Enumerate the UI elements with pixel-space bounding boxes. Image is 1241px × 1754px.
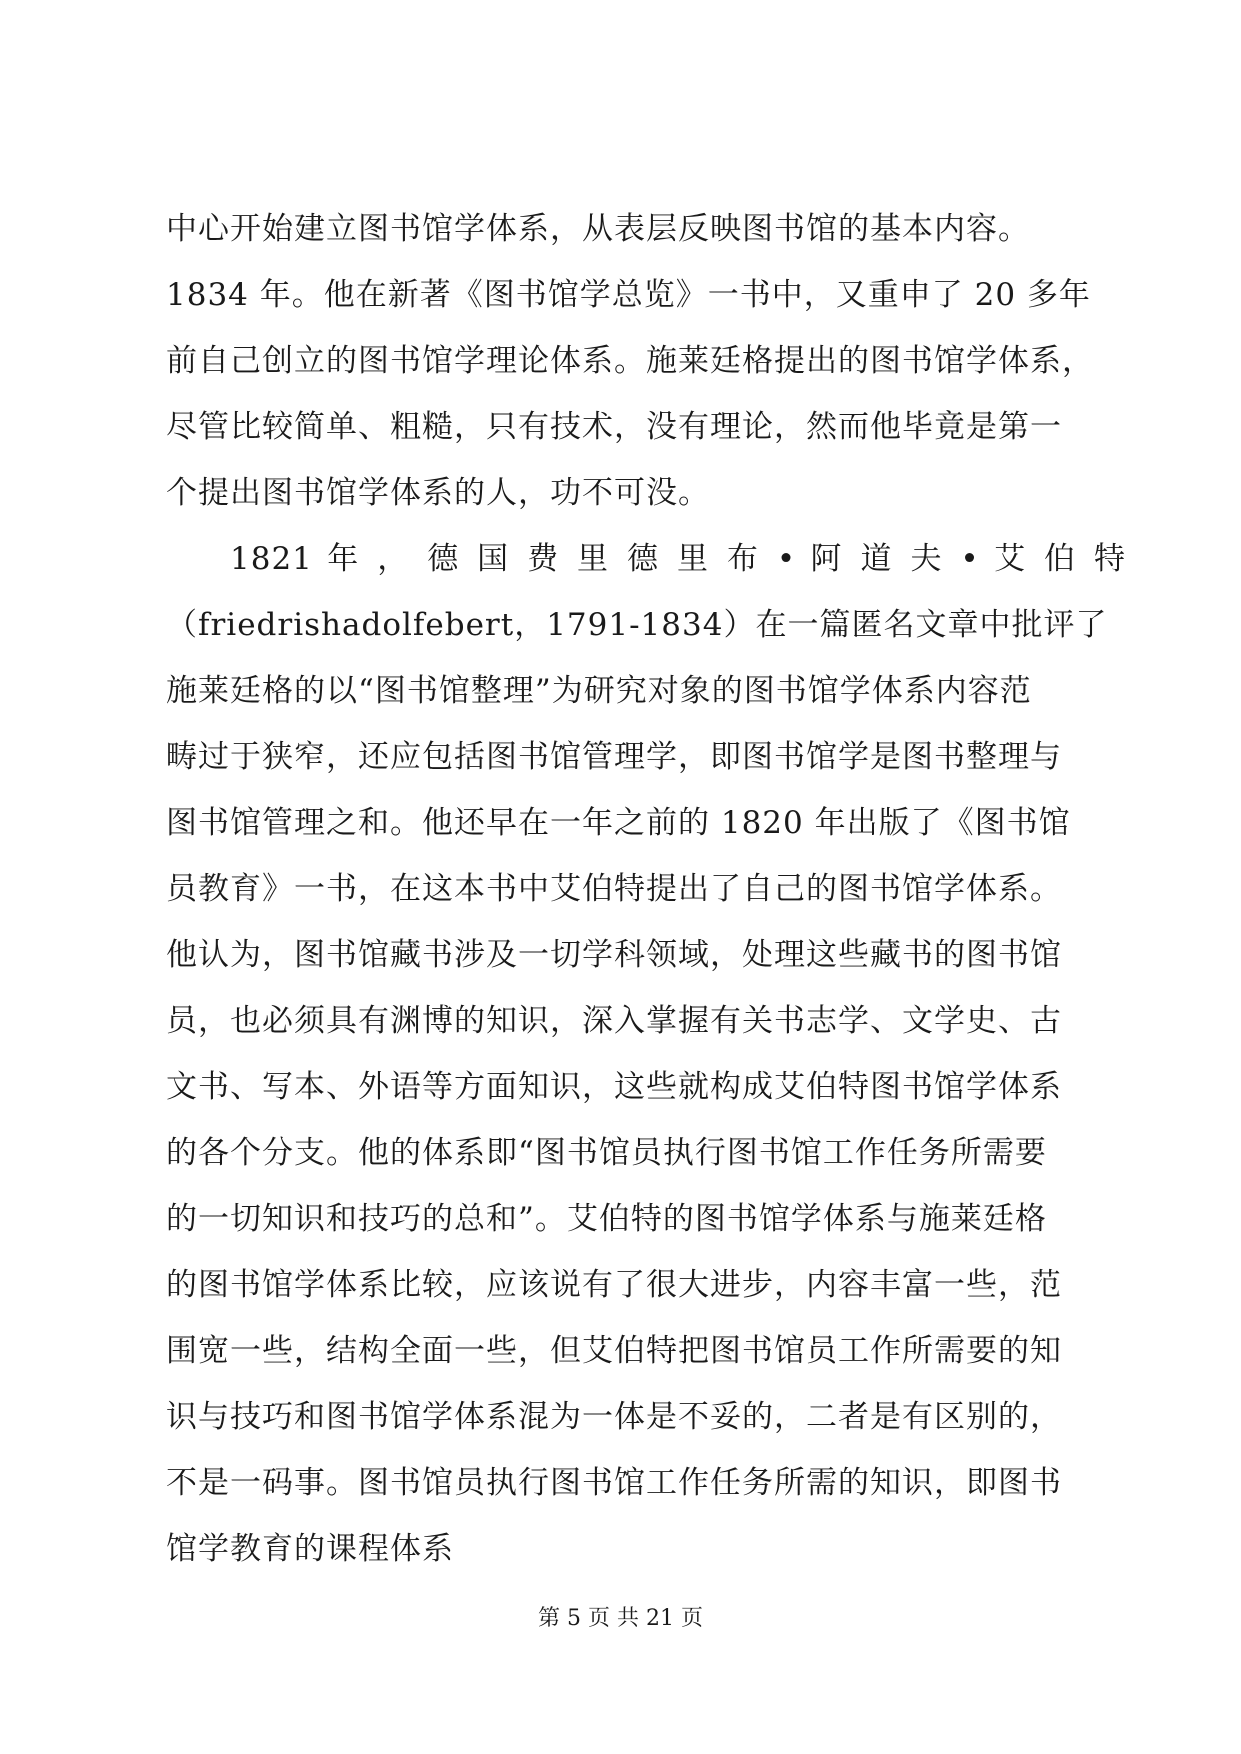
- text-line: 围宽一些，结构全面一些，但艾伯特把图书馆员工作所需要的知: [166, 1333, 1062, 1369]
- text-line: 识与技巧和图书馆学体系混为一体是不妥的，二者是有区别的，: [166, 1399, 1062, 1435]
- text-line: 尽管比较简单、粗糙，只有技术，没有理论，然而他毕竟是第一: [166, 409, 1062, 445]
- text-line: 1834 年。他在新著《图书馆学总览》一书中，又重申了 20 多年: [166, 277, 1091, 313]
- text-line: 文书、写本、外语等方面知识，这些就构成艾伯特图书馆学体系: [166, 1069, 1062, 1105]
- text-line: （friedrishadolfebert，1791-1834）在一篇匿名文章中批评了: [166, 607, 1108, 643]
- text-line: 馆学教育的课程体系: [166, 1531, 454, 1567]
- paragraph-first-line: 1821 年 ， 德 国 费 里 德 里 布 • 阿 道 夫 • 艾 伯 特: [230, 541, 1126, 577]
- text-line: 员教育》一书，在这本书中艾伯特提出了自己的图书馆学体系。: [166, 871, 1062, 907]
- text-line: 他认为，图书馆藏书涉及一切学科领域，处理这些藏书的图书馆: [166, 937, 1062, 973]
- text-line: 的图书馆学体系比较，应该说有了很大进步，内容丰富一些，范: [166, 1267, 1062, 1303]
- text-line: 个提出图书馆学体系的人，功不可没。: [166, 475, 710, 511]
- text-line: 中心开始建立图书馆学体系，从表层反映图书馆的基本内容。: [166, 211, 1030, 247]
- text-line: 畴过于狭窄，还应包括图书馆管理学，即图书馆学是图书整理与: [166, 739, 1062, 775]
- page-number-footer: 第 5 页 共 21 页: [538, 1606, 703, 1631]
- text-line: 不是一码事。图书馆员执行图书馆工作任务所需的知识，即图书: [166, 1465, 1062, 1501]
- text-line: 员，也必须具有渊博的知识，深入掌握有关书志学、文学史、古: [166, 1003, 1062, 1039]
- text-line: 图书馆管理之和。他还早在一年之前的 1820 年出版了《图书馆: [166, 805, 1071, 841]
- text-line: 的一切知识和技巧的总和”。艾伯特的图书馆学体系与施莱廷格: [166, 1201, 1047, 1237]
- text-line: 的各个分支。他的体系即“图书馆员执行图书馆工作任务所需要: [166, 1135, 1047, 1171]
- text-line: 前自己创立的图书馆学理论体系。施莱廷格提出的图书馆学体系，: [166, 343, 1094, 379]
- document-body: [166, 196, 1126, 1582]
- text-line: 施莱廷格的以“图书馆整理”为研究对象的图书馆学体系内容范: [166, 673, 1032, 709]
